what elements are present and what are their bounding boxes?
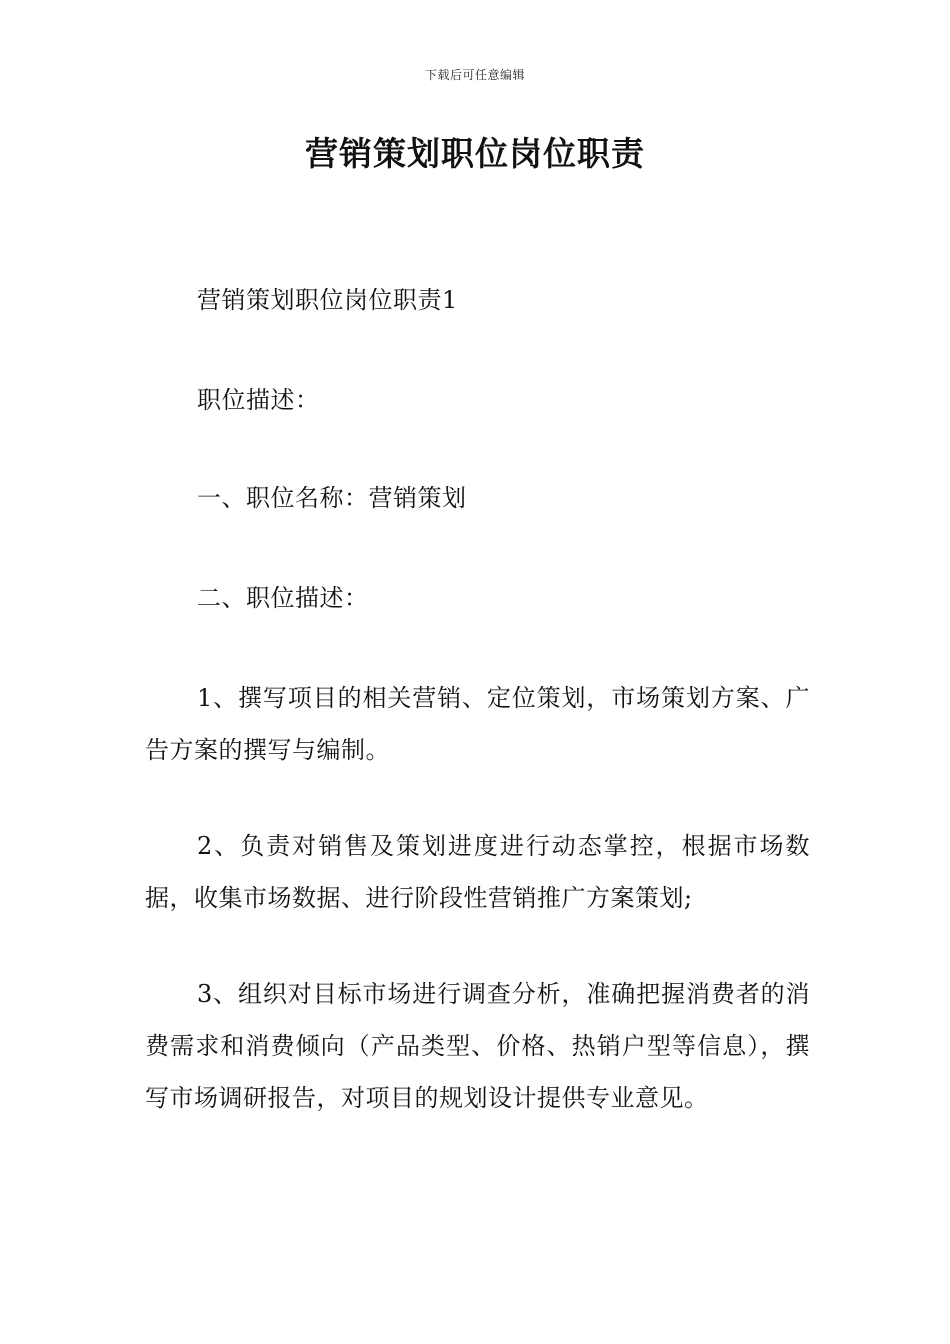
- document-title: 营销策划职位岗位职责: [305, 134, 645, 173]
- paragraph-duty-1: 1、撰写项目的相关营销、定位策划，市场策划方案、广告方案的撰写与编制。: [145, 684, 810, 764]
- paragraph-duty-3: 3、组织对目标市场进行调查分析，准确把握消费者的消费需求和消费倾向（产品类型、价格、热销户型等信息），撰写市场调研报告，对项目的规划设计提供专业意见。: [145, 980, 810, 1112]
- paragraph-job-description-heading: 二、职位描述：: [197, 584, 369, 612]
- paragraph-job-title: 一、职位名称：营销策划: [197, 484, 467, 512]
- section-heading: 营销策划职位岗位职责1: [197, 286, 458, 314]
- header-note: 下载后可任意编辑: [424, 68, 525, 82]
- paragraph-job-description-label: 职位描述：: [197, 386, 320, 414]
- paragraph-duty-2: 2、负责对销售及策划进度进行动态掌控，根据市场数据，收集市场数据、进行阶段性营销推广方案策划;: [145, 832, 810, 912]
